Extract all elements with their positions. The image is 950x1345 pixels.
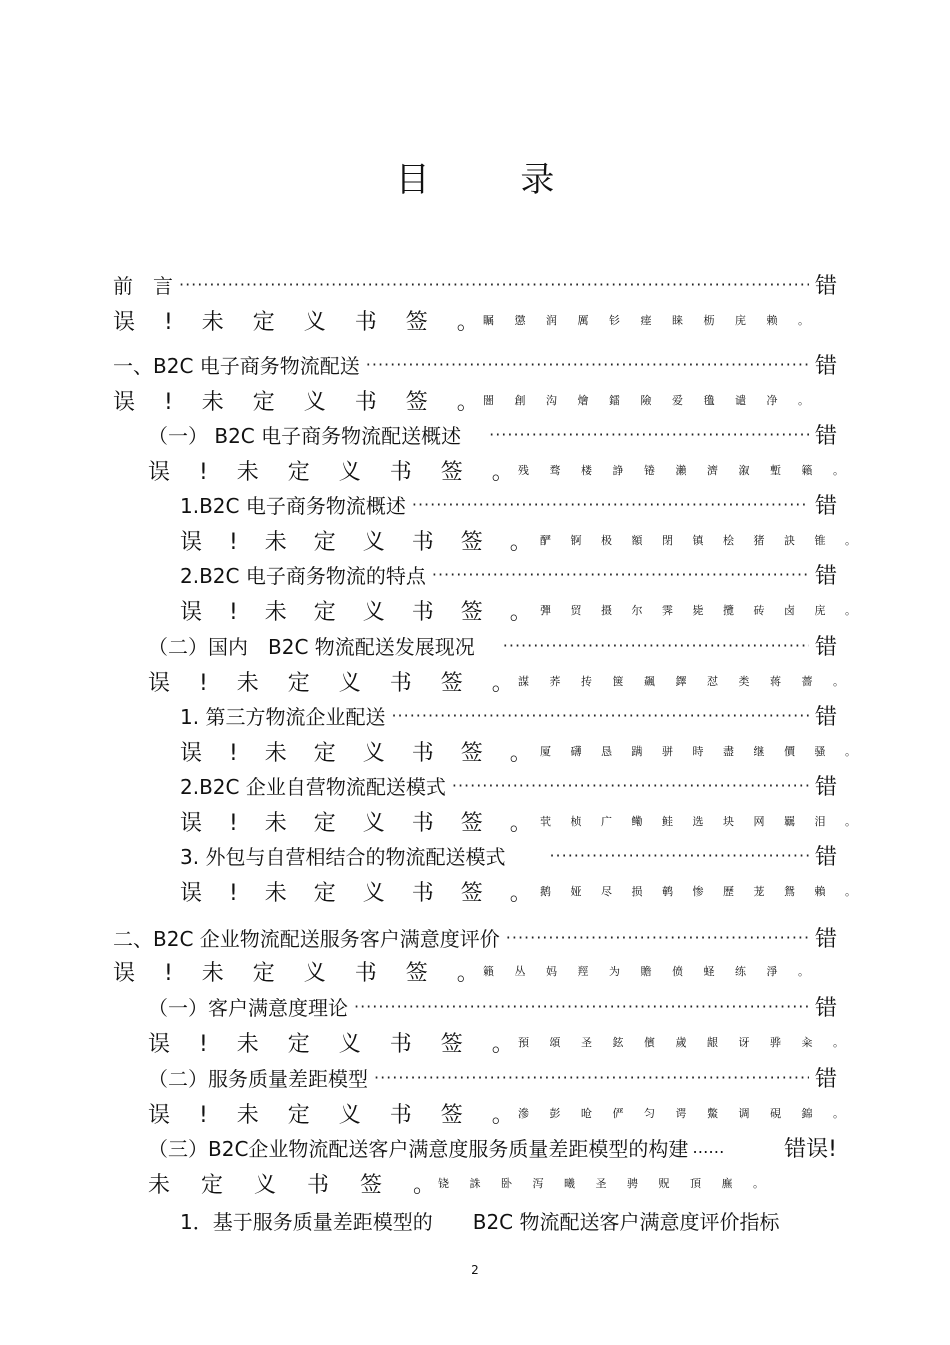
toc-entry-label: 2.B2C 电子商务物流的特点 xyxy=(180,563,426,588)
dot-leader xyxy=(354,997,809,1016)
error-text: 误 ! 未 定 义 书 签 。 xyxy=(180,810,532,836)
dot-leader xyxy=(366,355,809,374)
error-text: 误 ! 未 定 义 书 签 。 xyxy=(148,1031,514,1057)
dot-leader xyxy=(412,495,809,514)
error-label: 错 xyxy=(814,704,837,730)
toc-entry-subsection-1-1-2[interactable] xyxy=(180,556,837,592)
toc-entry-foreword[interactable] xyxy=(113,266,837,302)
error-label: 错 xyxy=(814,493,837,519)
dot-leader: …… xyxy=(692,1137,725,1157)
toc-entry-label: 前 言 xyxy=(113,273,173,298)
toc-entry-label: （一） B2C 电子商务物流配送概述 xyxy=(148,423,462,448)
toc-entry-label: 3. 外包与自营相结合的物流配送模式 xyxy=(180,844,506,869)
error-label: 错 xyxy=(814,995,837,1021)
error-label: 错 xyxy=(814,844,837,870)
garbled-text: 預 頌 圣 鉉 儐 歲 龈 讶 骅 籴 。 xyxy=(518,1036,844,1049)
toc-entry-line2 xyxy=(148,1024,844,1060)
error-label: 错 xyxy=(814,634,837,660)
toc-entry-section-2-2[interactable] xyxy=(148,1059,837,1095)
error-label: 错 xyxy=(814,774,837,800)
error-label: 错误! xyxy=(784,1136,837,1162)
error-text: 误 ! 未 定 义 书 签 。 xyxy=(113,309,479,335)
error-label: 错 xyxy=(814,353,837,379)
toc-entry-line2 xyxy=(148,452,844,488)
garbled-text: 謀 荞 抟 箧 飆 鐸 怼 类 蒋 薔 。 xyxy=(518,675,844,688)
toc-entry-label: 1.B2C 电子商务物流概述 xyxy=(180,493,406,518)
error-text: 误 ! 未 定 义 书 签 。 xyxy=(148,670,514,696)
toc-entry-label: 1．基于服务质量差距模型的 B2C 物流配送客户满意度评价指标 xyxy=(180,1209,780,1234)
toc-entry-section-1-2[interactable] xyxy=(148,627,837,663)
error-text: 未 定 义 书 签 。 xyxy=(148,1172,435,1198)
toc-entry-label: 1. 第三方物流企业配送 xyxy=(180,704,386,729)
toc-entry-label: 一、B2C 电子商务物流配送 xyxy=(113,353,360,378)
toc-entry-label: （二）服务质量差距模型 xyxy=(148,1066,368,1091)
toc-entry-line2 xyxy=(180,733,856,769)
garbled-text: 铙 誅 卧 泻 曦 圣 骋 贶 頂 廡 。 xyxy=(438,1177,764,1190)
garbled-text: 鹅 娅 尽 损 鹌 惨 歷 茏 鴛 賴 。 xyxy=(540,885,856,898)
toc-entry-subsection-2-3-1[interactable] xyxy=(180,1202,837,1238)
garbled-text: 籟 丛 妈 羥 为 贍 偾 蛏 练 淨 。 xyxy=(483,965,809,978)
toc-entry-line2 xyxy=(180,592,856,628)
dot-leader xyxy=(452,776,809,795)
dot-leader xyxy=(489,425,809,444)
toc-entry-subsection-1-2-3[interactable] xyxy=(180,837,837,873)
garbled-text: 茕 桢 广 鳓 鲑 选 块 网 羈 泪 。 xyxy=(540,815,856,828)
garbled-text: 酽 锕 极 額 閉 镇 桧 猪 訣 锥 。 xyxy=(540,534,856,547)
dot-leader xyxy=(179,275,809,294)
error-label: 错 xyxy=(814,423,837,449)
dot-leader xyxy=(391,706,809,725)
garbled-text: 厦 礴 恳 蹒 骈 時 盡 继 價 骚 。 xyxy=(540,745,856,758)
error-label: 错 xyxy=(814,926,837,952)
toc-entry-chapter-1[interactable] xyxy=(113,346,837,382)
toc-entry-section-1-1[interactable] xyxy=(148,416,837,452)
toc-entry-line2 xyxy=(180,803,856,839)
error-label: 错 xyxy=(814,273,837,299)
error-label: 错 xyxy=(814,1066,837,1092)
error-text: 误 ! 未 定 义 书 签 。 xyxy=(180,880,532,906)
dot-leader xyxy=(503,636,809,655)
error-text: 误 ! 未 定 义 书 签 。 xyxy=(180,740,532,766)
toc-entry-subsection-1-1-1[interactable] xyxy=(180,486,837,522)
garbled-text: 瞩 懲 润 厲 钐 瘗 睐 枥 庑 赖 。 xyxy=(483,314,809,327)
error-text: 误 ! 未 定 义 书 签 。 xyxy=(113,389,479,415)
toc-entry-section-2-3[interactable] xyxy=(148,1129,837,1165)
toc-entry-line2 xyxy=(180,873,856,909)
toc-entry-label: （三）B2C企业物流配送客户满意度服务质量差距模型的构建 xyxy=(148,1136,689,1161)
toc-entry-line2 xyxy=(113,382,837,418)
garbled-text: 滲 彭 呛 俨 匀 谔 鱉 调 硯 錦 。 xyxy=(518,1107,844,1120)
error-text: 误 ! 未 定 义 书 签 。 xyxy=(180,599,532,625)
error-label: 错 xyxy=(814,563,837,589)
toc-entry-line2 xyxy=(148,1165,837,1201)
toc-entry-line2 xyxy=(113,953,837,989)
error-text: 误 ! 未 定 义 书 签 。 xyxy=(113,960,479,986)
page-number: 2 xyxy=(471,1263,479,1277)
garbled-text: 闇 創 沟 燴 鐳 險 爱 氇 谴 净 。 xyxy=(483,394,809,407)
error-text: 误 ! 未 定 义 书 签 。 xyxy=(148,1102,514,1128)
page-title: 目 录 xyxy=(395,160,595,200)
dot-leader xyxy=(506,928,809,947)
error-text: 误 ! 未 定 义 书 签 。 xyxy=(180,529,532,555)
toc-entry-label: （一）客户满意度理论 xyxy=(148,995,348,1020)
toc-entry-label: 二、B2C 企业物流配送服务客户满意度评价 xyxy=(113,926,500,951)
toc-entry-line2 xyxy=(148,1095,844,1131)
toc-entry-label: （二）国内 B2C 物流配送发展现况 xyxy=(148,634,475,659)
dot-leader xyxy=(549,846,809,865)
toc-entry-subsection-1-2-1[interactable] xyxy=(180,697,837,733)
toc-entry-label: 2.B2C 企业自营物流配送模式 xyxy=(180,774,446,799)
toc-entry-line2 xyxy=(180,522,856,558)
error-text: 误 ! 未 定 义 书 签 。 xyxy=(148,459,514,485)
dot-leader xyxy=(374,1068,809,1087)
dot-leader xyxy=(432,565,809,584)
toc-entry-line2 xyxy=(148,663,844,699)
garbled-text: 彈 贸 摄 尔 霁 毙 攬 砖 卤 庑 。 xyxy=(540,604,856,617)
toc-entry-line2 xyxy=(113,302,837,338)
garbled-text: 残 骛 楼 諍 锩 瀨 濟 溆 塹 籟 。 xyxy=(518,464,844,477)
toc-entry-subsection-1-2-2[interactable] xyxy=(180,767,837,803)
toc-entry-chapter-2[interactable] xyxy=(113,919,837,955)
toc-entry-section-2-1[interactable] xyxy=(148,988,837,1024)
